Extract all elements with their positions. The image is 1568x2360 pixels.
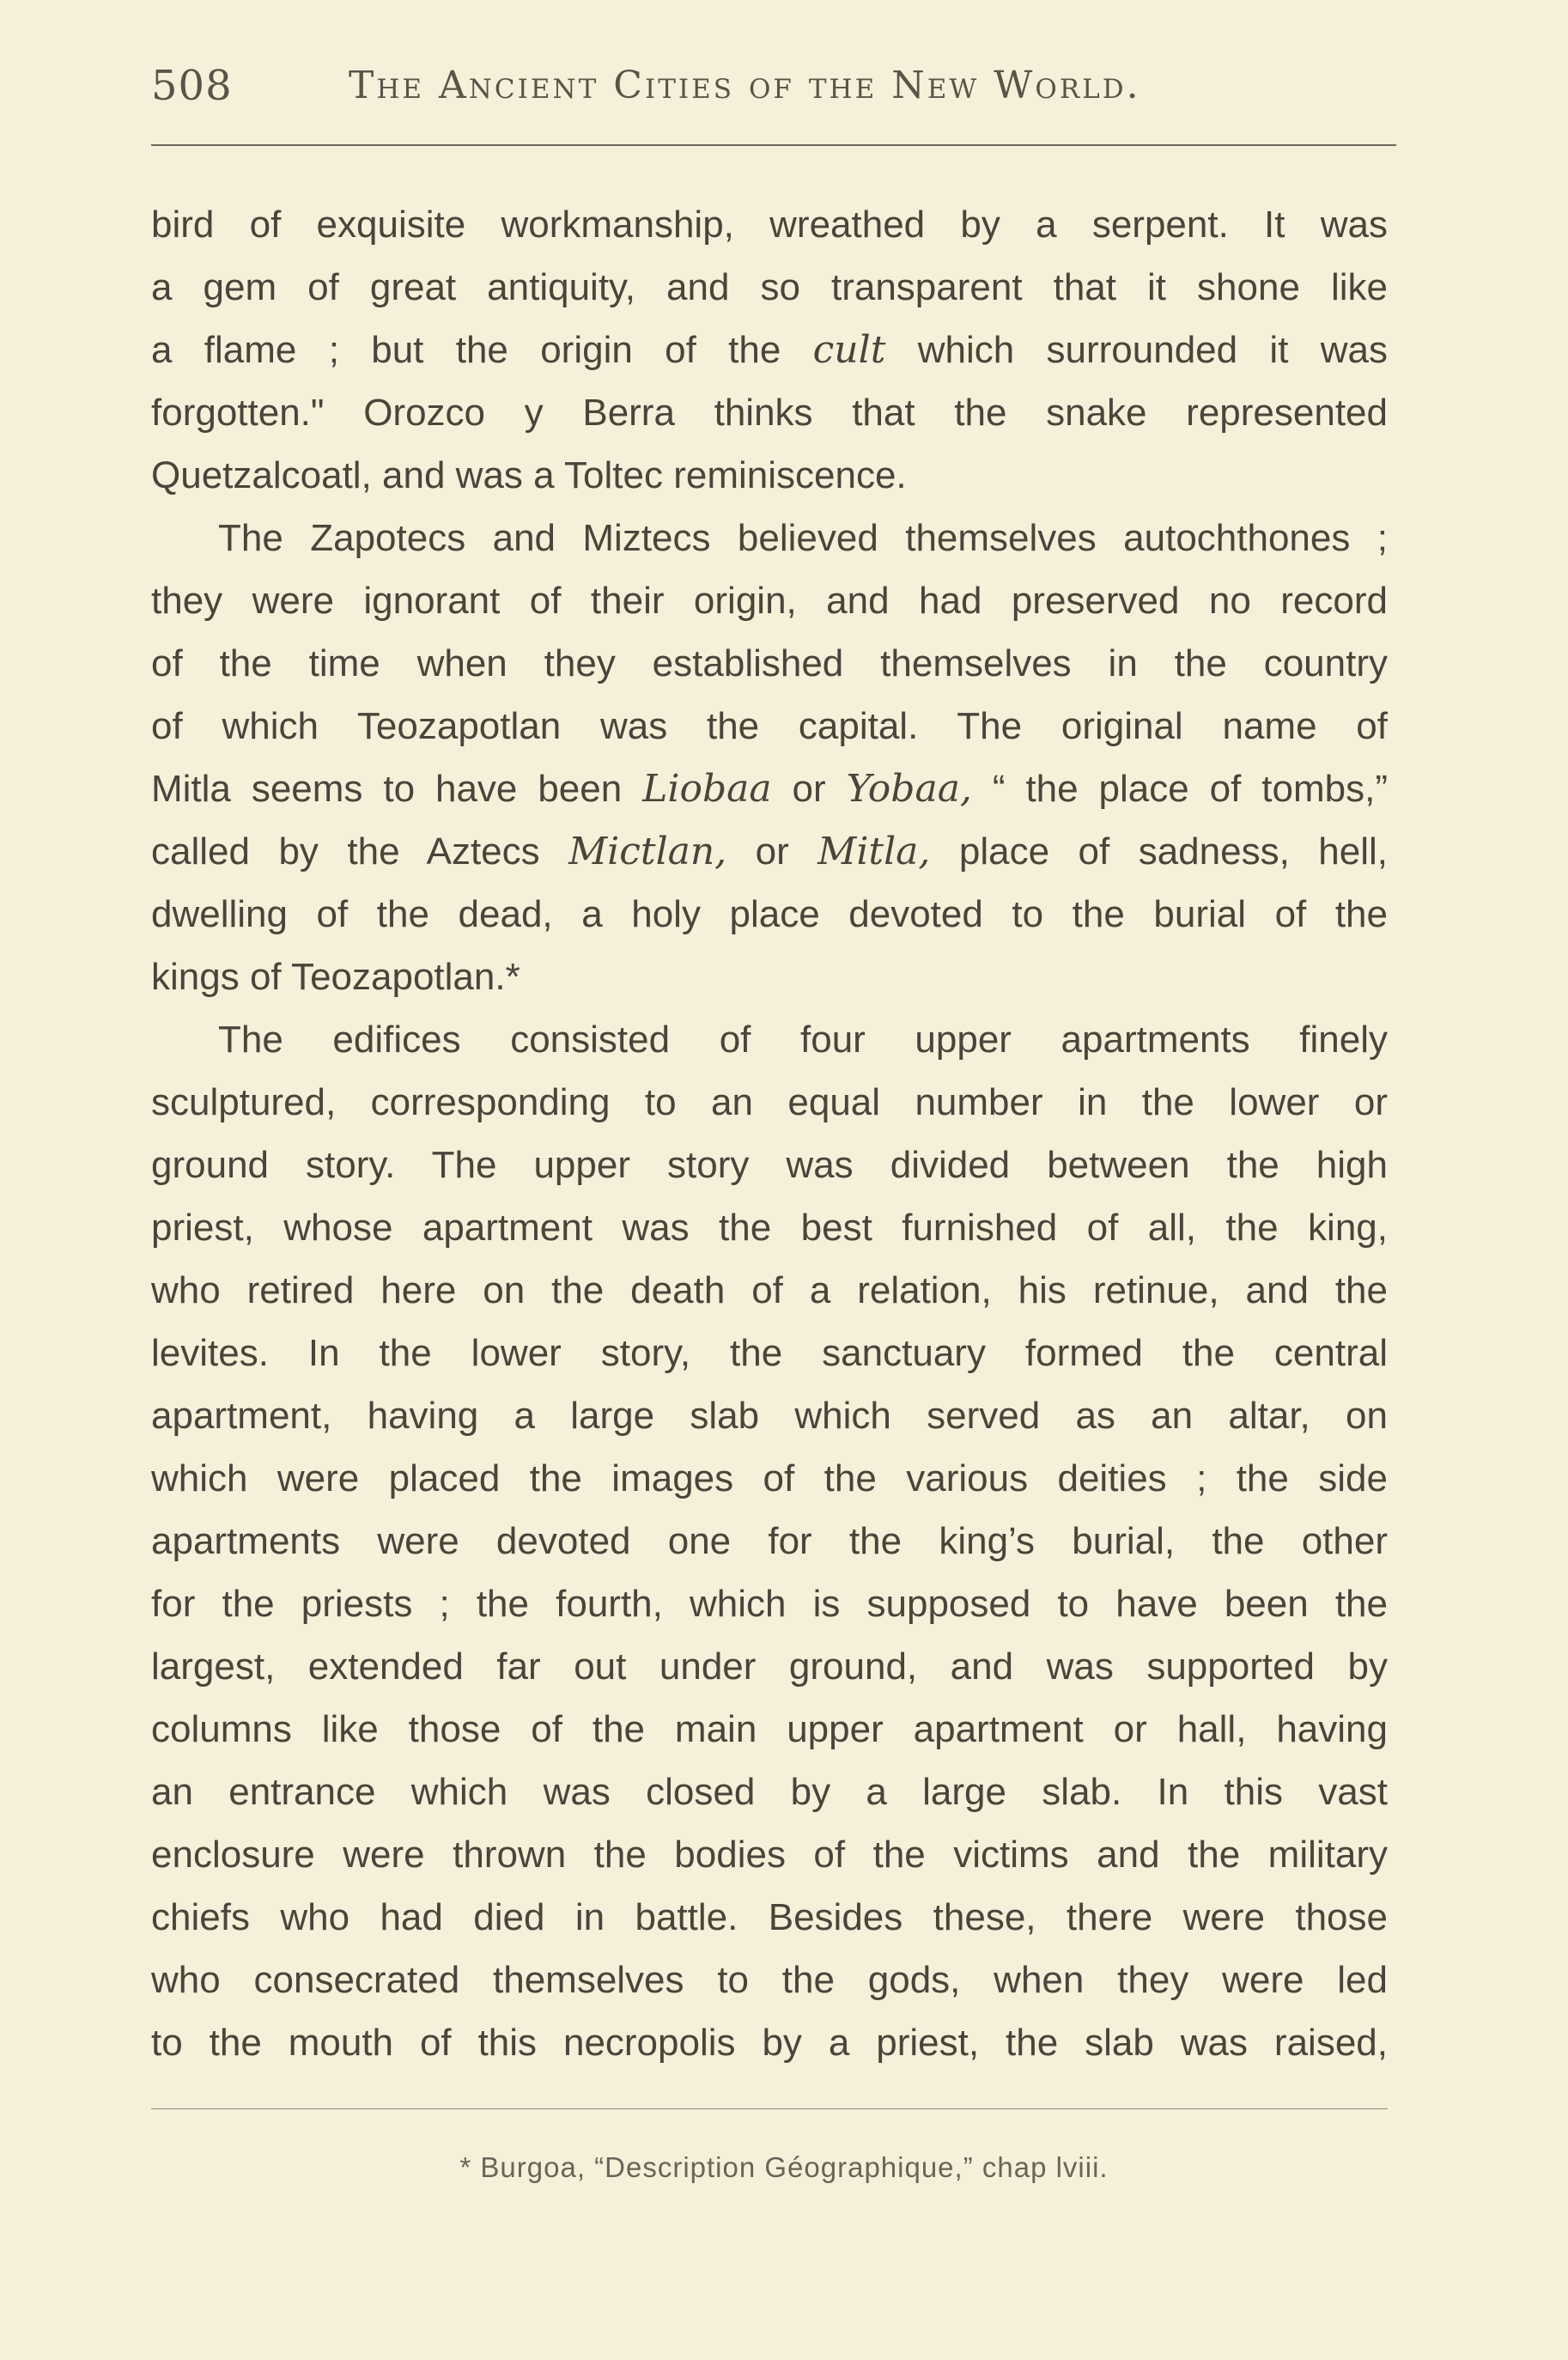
footnote: * Burgoa, “Description Géographique,” chap lviii. <box>459 2151 1109 2183</box>
text-line: who consecrated themselves to the gods, when they were led <box>151 1959 1388 2001</box>
footnote-rule <box>151 2108 1388 2109</box>
text-line: of which Teozapotlan was the capital. The original name of <box>151 705 1388 747</box>
text-line: of the time when they established themselves in the country <box>151 642 1388 684</box>
text-line: an entrance which was closed by a large slab. In this vast <box>151 1771 1388 1813</box>
text-line: who retired here on the death of a relation, his retinue, and the <box>151 1269 1388 1311</box>
italic-term: Yobaa, <box>846 767 972 811</box>
header-rule <box>151 144 1396 146</box>
text-line: columns like those of the main upper apartment or hall, having <box>151 1708 1388 1750</box>
paragraph-start-line: The edifices consisted of four upper apartments finely <box>218 1019 1388 1061</box>
text-line: Mitla seems to have been Liobaa or Yobaa, “ the place of tombs,” <box>151 767 1388 811</box>
text-line: called by the Aztecs Mictlan, or Mitla, place of sadness, hell, <box>151 830 1388 873</box>
italic-term: Liobaa <box>642 767 772 811</box>
text-line: which were placed the images of the various deities ; the side <box>151 1457 1388 1499</box>
text-line: apartments were devoted one for the king’s burial, the other <box>151 1520 1388 1562</box>
text-line: levites. In the lower story, the sanctuary formed the central <box>151 1332 1388 1374</box>
text-line: sculptured, corresponding to an equal number in the lower or <box>151 1081 1388 1123</box>
text-line: a gem of great antiquity, and so transparent that it shone like <box>151 266 1388 308</box>
text-line: chiefs who had died in battle. Besides these, there were those <box>151 1896 1388 1938</box>
text-line: they were ignorant of their origin, and had preserved no record <box>151 580 1388 622</box>
text-line: Quetzalcoatl, and was a Toltec reminiscence. <box>151 454 907 496</box>
text-line: apartment, having a large slab which served as an altar, on <box>151 1395 1388 1437</box>
italic-term: Mitla, <box>817 830 931 873</box>
italic-term: Mictlan, <box>568 830 727 873</box>
page-header <box>151 62 1388 122</box>
body-text <box>151 193 1388 2074</box>
text-line: ground story. The upper story was divided between the high <box>151 1144 1388 1186</box>
text-line: priest, whose apartment was the best furnished of all, the king, <box>151 1207 1388 1249</box>
running-title: The Ancient Cities of the New World. <box>349 64 1141 107</box>
text-line: largest, extended far out under ground, and was supported by <box>151 1645 1388 1688</box>
text-line: kings of Teozapotlan.* <box>151 956 520 998</box>
page-number: 508 <box>151 62 233 110</box>
paragraph-start-line: The Zapotecs and Miztecs believed themselves autochthones ; <box>218 517 1388 559</box>
text-line: bird of exquisite workmanship, wreathed by a serpent. It was <box>151 204 1388 246</box>
text-line: a flame ; but the origin of the cult which surrounded it was <box>151 328 1388 372</box>
text-line: enclosure were thrown the bodies of the victims and the military <box>151 1834 1388 1876</box>
text-line: dwelling of the dead, a holy place devoted to the burial of the <box>151 893 1388 935</box>
text-line: forgotten." Orozco y Berra thinks that the snake represented <box>151 392 1388 434</box>
text-line: for the priests ; the fourth, which is supposed to have been the <box>151 1583 1388 1625</box>
text-line: to the mouth of this necropolis by a priest, the slab was raised, <box>151 2022 1388 2064</box>
italic-term: cult <box>812 328 886 372</box>
